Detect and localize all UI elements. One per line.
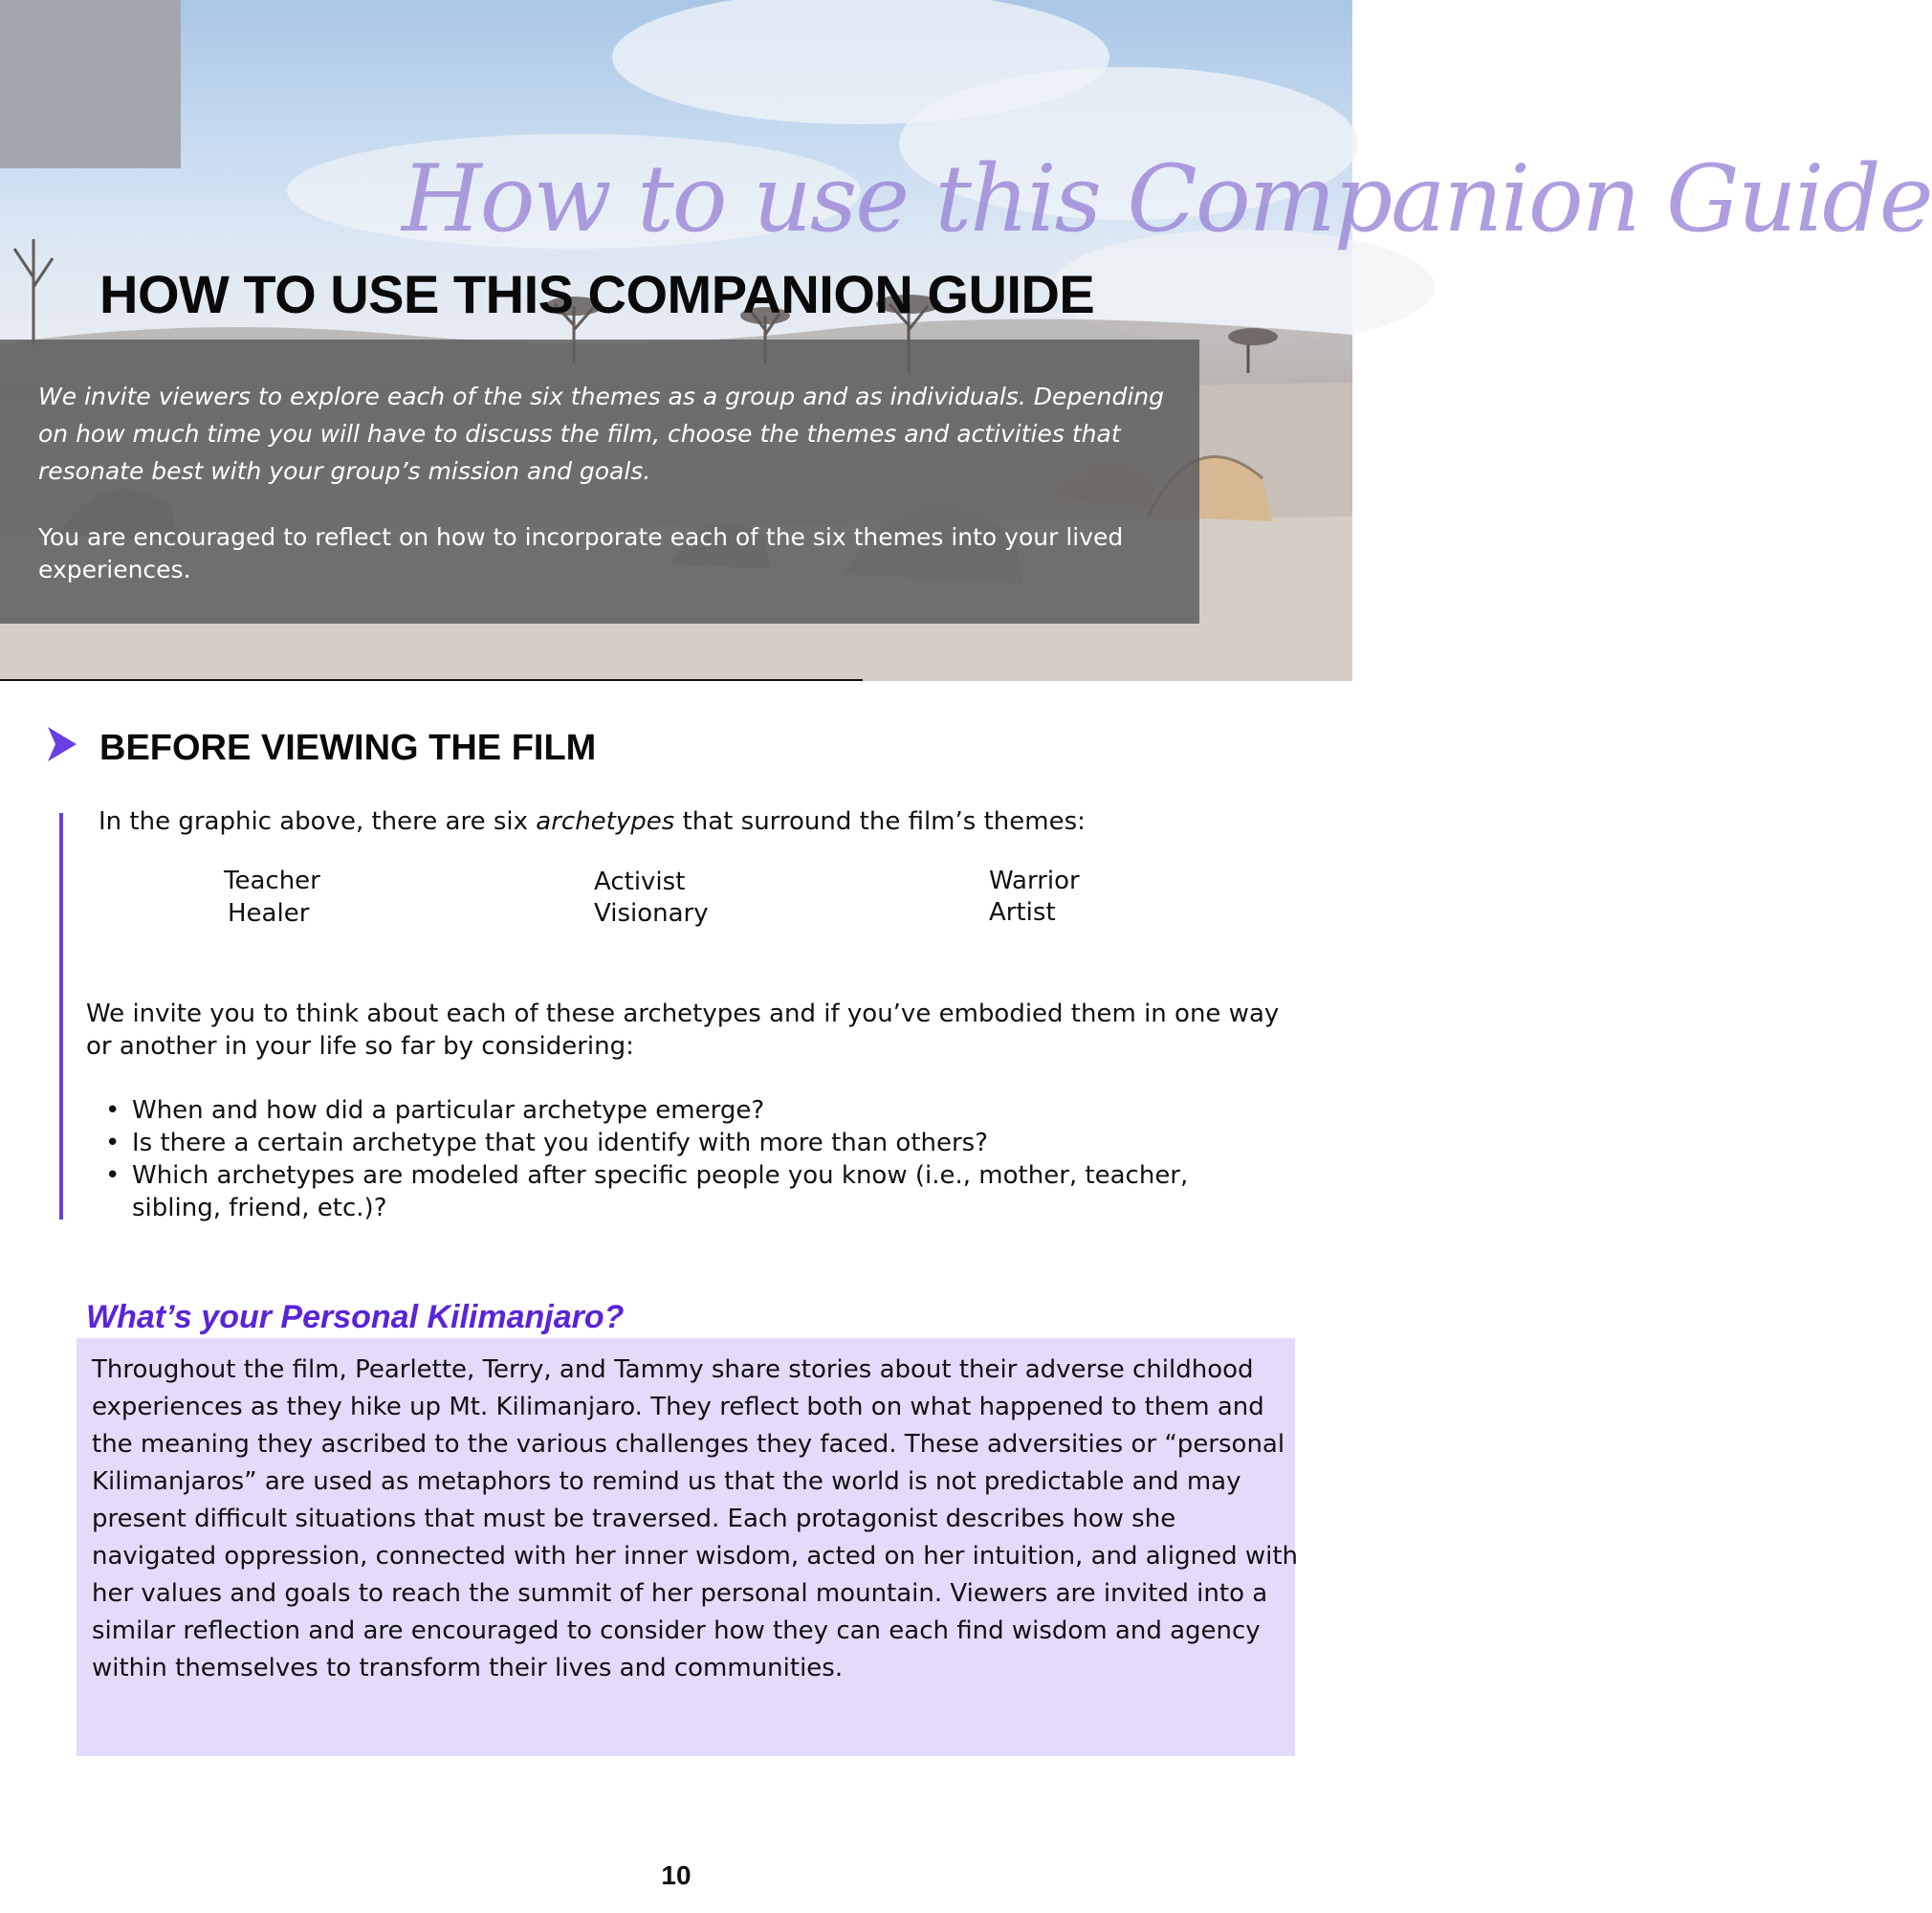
- archetypes-intro: [99, 805, 1086, 838]
- kilimanjaro-callout-box: [77, 1338, 1299, 1756]
- list-item: [103, 1159, 1270, 1224]
- intro-suffix: that surround the film’s themes:: [674, 807, 1086, 836]
- list-item: [103, 1094, 1270, 1127]
- archetype-teacher: Teacher: [224, 867, 320, 895]
- archetype-healer: Healer: [228, 899, 310, 928]
- archetypes-invite-text: We invite you to think about each of these archetypes and if you’ve embodied them in one way or another in your life so far by considering:: [86, 1000, 1280, 1061]
- question-text: When and how did a particular archetype emerge?: [132, 1096, 765, 1125]
- intro-overlay-panel: [0, 340, 1199, 624]
- bullet-icon: •: [105, 1096, 121, 1125]
- script-title: How to use this Companion Guide: [402, 145, 1932, 253]
- archetype-warrior: Warrior: [989, 867, 1080, 895]
- overlay-paragraph-2: You are encouraged to reflect on how to incorporate each of the six themes into your lived experiences.: [38, 523, 1124, 583]
- overlay-paragraph-1: We invite viewers to explore each of the six themes as a group and as individuals. Depending on how much time you will have to discuss the film, choose the themes and activities that resonate best with your group’s mission and goals.: [38, 383, 1164, 485]
- section-title-before-viewing: BEFORE VIEWING THE FILM: [99, 728, 597, 768]
- archetype-visionary: Visionary: [594, 899, 709, 928]
- page-title: HOW TO USE THIS COMPANION GUIDE: [99, 264, 1095, 324]
- intro-prefix: In the graphic above, there are six: [99, 807, 537, 836]
- question-text: Which archetypes are modeled after specific people you know (i.e., mother, teacher, sibling, friend, etc.)?: [132, 1161, 1189, 1222]
- chevron-right-icon: [44, 725, 78, 763]
- reflection-questions-list: [103, 1094, 1270, 1224]
- list-item: [103, 1127, 1270, 1159]
- archetype-artist: Artist: [989, 898, 1056, 927]
- bullet-icon: •: [105, 1161, 121, 1190]
- section-divider: [0, 679, 863, 681]
- kilimanjaro-heading: What’s your Personal Kilimanjaro?: [86, 1299, 625, 1335]
- accent-vertical-bar: [59, 813, 63, 1220]
- kilimanjaro-body-text: Throughout the film, Pearlette, Terry, and Tammy share stories about their adverse childhood experiences as they hike up Mt. Kilimanjaro. They reflect both on what happened to them and the meaning they ascribed to the various challenges they faced. These adversities or “personal Kilimanjaros” are used as metaphors to remind us that the world is not predictable and may present difficult situations that must be traversed. Each protagonist describes how she navigated oppression, connected with her inner wisdom, acted on her intuition, and aligned with her values and goals to reach the summit of her personal mountain. Viewers are invited into a similar reflection and are encouraged to consider how they can each find wisdom and agency within themselves to transform their lives and communities.: [92, 1355, 1299, 1682]
- grey-photo-placeholder: [0, 0, 181, 168]
- intro-emphasis: archetypes: [536, 807, 675, 836]
- hero-photo: [0, 0, 1932, 681]
- page-number: 10: [661, 1860, 692, 1890]
- bullet-icon: •: [105, 1129, 121, 1157]
- question-text: Is there a certain archetype that you identify with more than others?: [132, 1129, 989, 1157]
- archetype-activist: Activist: [594, 868, 686, 896]
